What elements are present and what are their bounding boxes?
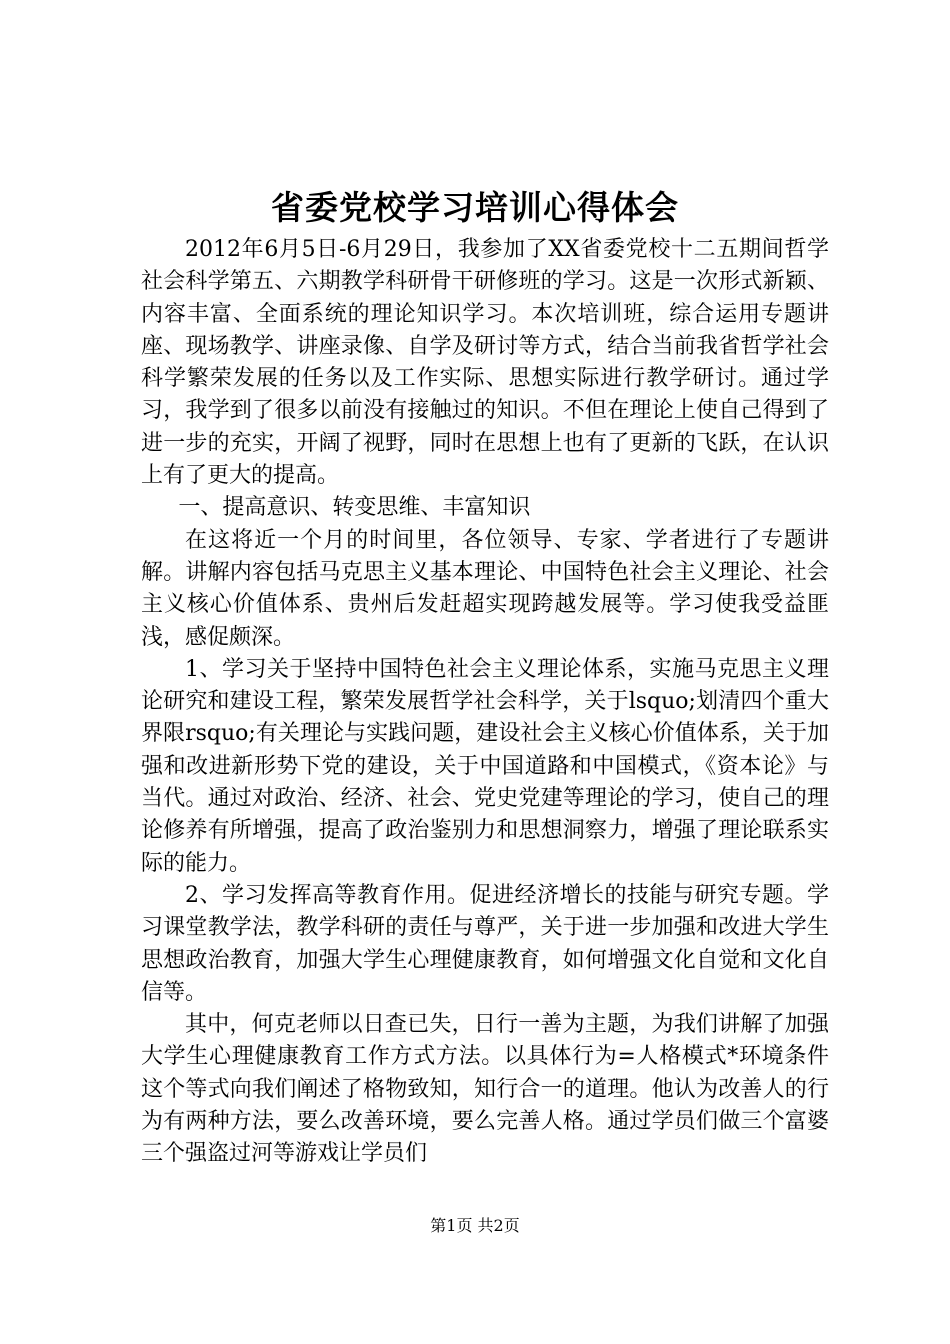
body-paragraph-item-1: 1、学习关于坚持中国特色社会主义理论体系，实施马克思主义理论研究和建设工程，繁荣发展哲学社会科学，关于lsquo;划清四个重大界限rsquo;有关理论与实践问题，建设社会主义核心价值体系，关于加强和改进新形势下党的建设，关于中国道路和中国模式，《资本论》与当代。通过对政治、经济、社会、党史党建等理论的学习，使自己的理论修养有所增强，提高了政治鉴别力和思想洞察力，增强了理论联系实际的能力。: [141, 656, 829, 876]
body-paragraph-teacher: 其中，何克老师以日查已失，日行一善为主题，为我们讲解了加强大学生心理健康教育工作方式方法。以具体行为=人格模式*环境条件这个等式向我们阐述了格物致知，知行合一的道理。他认为改善人的行为有两种方法，要么改善环境，要么完善人格。通过学员们做三个富婆三个强盗过河等游戏让学员们: [141, 1012, 829, 1167]
body-paragraph-intro: 2012年6月5日-6月29日，我参加了XX省委党校十二五期间哲学社会科学第五、六期教学科研骨干研修班的学习。这是一次形式新颖、内容丰富、全面系统的理论知识学习。本次培训班，综合运用专题讲座、现场教学、讲座录像、自学及研讨等方式，结合当前我省哲学社会科学繁荣发展的任务以及工作实际、思想实际进行教学研讨。通过学习，我学到了很多以前没有接触过的知识。不但在理论上使自己得到了进一步的充实，开阔了视野，同时在思想上也有了更新的飞跃，在认识上有了更大的提高。: [141, 237, 829, 489]
body-paragraph-lectures: 在这将近一个月的时间里，各位领导、专家、学者进行了专题讲解。讲解内容包括马克思主义基本理论、中国特色社会主义理论、社会主义核心价值体系、贵州后发赶超实现跨越发展等。学习使我受益匪浅，感促颇深。: [141, 527, 829, 650]
section-heading-1: 一、提高意识、转变思维、丰富知识: [178, 495, 531, 521]
document-title: 省委党校学习培训心得体会: [271, 188, 679, 227]
body-paragraph-item-2: 2、学习发挥高等教育作用。促进经济增长的技能与研究专题。学习课堂教学法，教学科研的责任与尊严，关于进一步加强和改进大学生思想政治教育，加强大学生心理健康教育，如何增强文化自觉和文化自信等。: [141, 882, 829, 1005]
page-number-footer: 第1页 共2页: [430, 1216, 520, 1235]
document-body: [141, 234, 829, 1171]
